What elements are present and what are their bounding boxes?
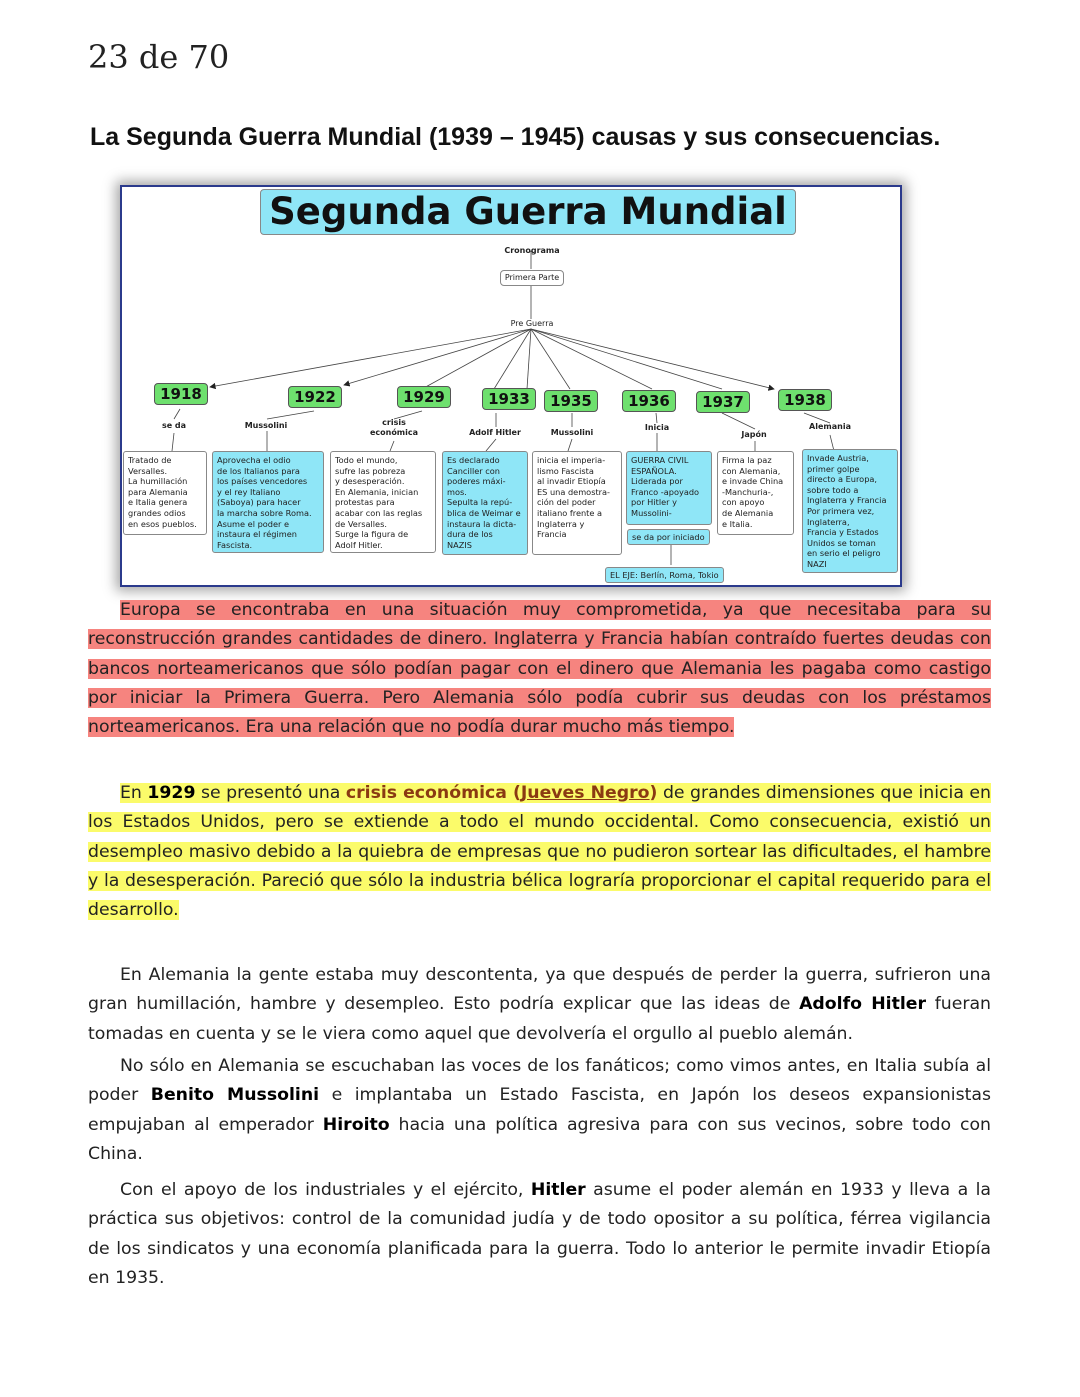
p5-text-a: Con el apoyo de los industriales y el ejército, — [120, 1180, 531, 1200]
paragraph-alemania — [88, 961, 991, 1049]
p4-text-b: e implantaba un Estado Fascista, en Japón los deseos expansionistas empujaban al emperador — [88, 1085, 991, 1135]
label-mussolini-1922: Mussolini — [244, 421, 288, 430]
p2-crisis-text: crisis económica ( — [345, 783, 521, 803]
event-box-1929: Todo el mundo, sufre las pobreza y desesperación. En Alemania, inician protestas para acabar con las reglas de Versalles. Surge la figura de Adolf Hitler. — [330, 451, 436, 553]
label-alemania: Alemania — [809, 422, 851, 431]
se-da-por-iniciado-tag: se da por iniciado — [627, 529, 710, 545]
year-node-1935: 1935 — [544, 390, 598, 412]
year-node-1936: 1936 — [622, 390, 676, 412]
p4-mussolini: Benito Mussolini — [150, 1085, 320, 1106]
concept-map-title: Segunda Guerra Mundial — [260, 189, 796, 235]
year-node-1938: 1938 — [778, 389, 832, 411]
p4-text-a: No sólo en Alemania se escuchaban las voces de los fanáticos; como vimos antes, en Italia subía al poder — [88, 1056, 991, 1106]
label-adolf-hitler: Adolf Hitler — [469, 428, 521, 437]
event-box-1918: Tratado de Versalles. La humillación para Alemania e Italia genera grandes odios en esos pueblos. — [123, 451, 207, 535]
p2-year: 1929 — [147, 783, 196, 803]
concept-map — [120, 185, 902, 587]
jueves-negro-link[interactable]: Jueves Negro — [520, 783, 650, 803]
event-box-1936: GUERRA CIVIL ESPAÑOLA. Liderada por Franco -apoyado por Hitler y Mussolini- — [626, 451, 712, 525]
year-node-1937: 1937 — [696, 391, 750, 413]
paragraph-fanaticos — [88, 1052, 991, 1169]
label-mussolini-1935: Mussolini — [550, 428, 594, 437]
year-node-1929: 1929 — [397, 386, 451, 408]
el-eje-tag: EL EJE: Berlín, Roma, Tokio — [605, 567, 724, 583]
label-se-da: se da — [161, 421, 187, 430]
p2-text-c: de grandes dimensiones que inicia en los Estados Unidos, pero se extiende a todo el mundo occidental. Como consecuencia, existió un desempleo masivo debido a la quiebra de empresas que no pudieron sortear las dificultades, el hambre y la desesperación. Pareció que sólo la industria bélica lograría proporcionar el capital requerido para el desarrollo. — [88, 783, 991, 921]
p3-text-a: En Alemania la gente estaba muy descontenta, ya que después de perder la guerra, sufrieron una gran humillación, hambre y desempleo. Esto podría explicar que las ideas de — [88, 965, 991, 1015]
p2-crisis-close: ) — [649, 783, 658, 803]
label-japon: Japón — [741, 430, 767, 439]
event-box-1933: Es declarado Canciller con poderes máxi- mos. Sepulta la repú- blica de Weimar e instaura la dicta- dura de los NAZIS — [442, 451, 528, 555]
paragraph-crisis-1929 — [88, 779, 991, 925]
year-node-1933: 1933 — [482, 388, 536, 410]
year-node-1922: 1922 — [288, 386, 342, 408]
event-box-1937: Firma la paz con Alemania, e invade China -Manchuria-, con apoyo de Alemania e Italia. — [717, 451, 794, 535]
paragraph-europa — [88, 596, 991, 742]
p5-hitler: Hitler — [530, 1180, 586, 1200]
cronograma-label: Cronograma — [504, 246, 560, 255]
p2-text-b: se presentó una — [195, 783, 346, 803]
p3-text-b: fueran tomadas en cuenta y se le viera como aquel que devolvería el orgullo al pueblo alemán. — [88, 994, 992, 1044]
event-box-1938: Invade Austria, primer golpe directo a Europa, sobre todo a Inglaterra y Francia Por primera vez, Inglaterra, Francia y Estados Unidos se toman en serio el peligro NAZI — [802, 449, 898, 573]
p4-hiroito: Hiroito — [322, 1114, 390, 1135]
year-node-1918: 1918 — [154, 383, 208, 405]
document-title: La Segunda Guerra Mundial (1939 – 1945) causas y sus consecuencias. — [90, 123, 941, 151]
page-number: 23 de 70 — [88, 38, 230, 76]
paragraph-europa-text: Europa se encontraba en una situación muy comprometida, ya que necesitaba para su reconstrucción grandes cantidades de dinero. Inglaterra y Francia habían contraído fuertes deudas con bancos norteamericanos que sólo podían pagar con el dinero que Alemania les pagaba como castigo por iniciar la Primera Guerra. Pero Alemania sólo podía cubrir sus deudas con los préstamos norteamericanos. Era una relación que no podía durar mucho más tiempo. — [88, 600, 991, 738]
p4-text-c: hacia una política agresiva para con sus vecinos, sobre todo con China. — [88, 1114, 991, 1164]
p5-text-b: asume el poder alemán en 1933 y lleva a la práctica sus objetivos: control de la comunidad judía y de todo opositor a su política, férrea vigilancia de los sindicatos y una economía planificada para la guerra. Todo lo anterior le permite invadir Etiopía en 1935. — [88, 1180, 992, 1288]
event-box-1935: inicia el imperia- lismo Fascista al invadir Etiopía ES una demostra- ción del poder italiano frente a Inglaterra y Francia — [532, 451, 622, 555]
pre-guerra-label: Pre Guerra — [502, 319, 562, 328]
label-crisis-economica: crisis económica — [369, 418, 419, 437]
event-box-1922: Aprovecha el odio de los Italianos para los países vencedores y el rey Italiano (Saboya) para hacer la marcha sobre Roma. Asume el poder e instaura el régimen Fascista. — [212, 451, 324, 553]
p2-text-a: En — [120, 783, 148, 803]
label-inicia: Inicia — [644, 423, 670, 432]
paragraph-hitler-poder — [88, 1176, 991, 1293]
primera-parte-node: Primera Parte — [500, 270, 564, 286]
p3-hitler: Adolfo Hitler — [799, 994, 927, 1015]
